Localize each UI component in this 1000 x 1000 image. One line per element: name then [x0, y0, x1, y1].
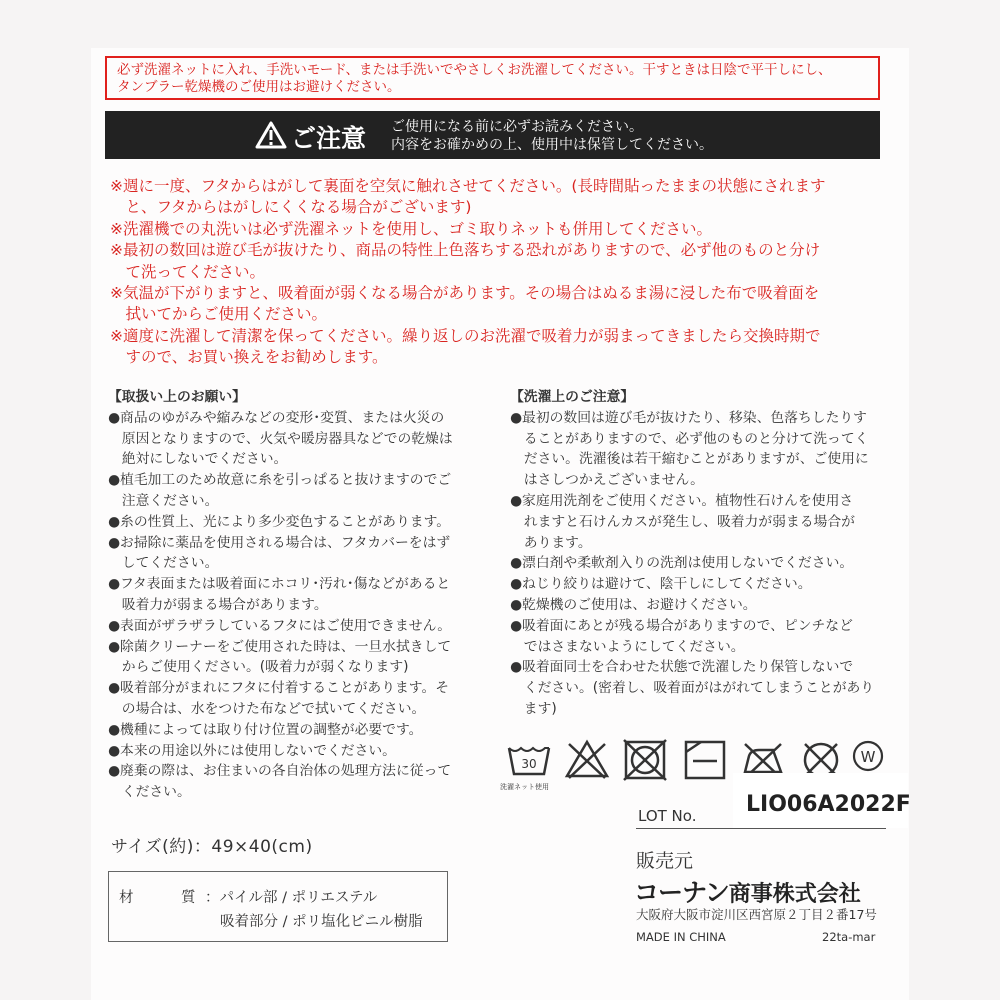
wash-temp-label: 30	[521, 757, 537, 771]
handling-line: ●商品のゆがみや縮みなどの変形･変質、または火災の	[108, 409, 445, 426]
handling-line: ●機種によっては取り付け位置の調整が必要です。	[108, 721, 423, 738]
handling-line: ●本来の用途以外には使用しないでください。	[108, 742, 396, 759]
brand-logo: コーナン	[634, 878, 729, 907]
material-part-2: 吸着部分 / ポリ塩化ビニル樹脂	[220, 914, 423, 930]
warning-triangle-icon	[255, 121, 287, 149]
note-line: 拭いてからご使用ください。	[110, 305, 328, 324]
washing-line: あります。	[510, 534, 592, 551]
handling-line: ●吸着部分がまれにフタに付着することがあります。そ	[108, 680, 450, 697]
note-line: て洗ってください。	[110, 262, 266, 281]
washing-line: ●吸着面にあとが残る場合がありますので、ピンチなど	[510, 617, 853, 634]
handling-line: ●除菌クリーナーをご使用された時は、一旦水拭きして	[108, 638, 452, 655]
size-text: サイズ(約)：49×40(cm)	[111, 837, 313, 857]
handling-section	[108, 387, 478, 803]
washing-line: ●ねじり絞りは避けて、陰干しにしてください。	[510, 576, 812, 593]
caution-title: ご注意	[291, 124, 367, 153]
lot-label: LOT No.	[638, 807, 697, 825]
washing-line: ●吸着面同士を合わせた状態で洗濯したり保管しないで	[510, 659, 854, 676]
lot-underline	[636, 828, 886, 829]
note-line: ※洗濯機での丸洗いは必ず洗濯ネットを使用し、ゴミ取りネットも併用してください。	[110, 219, 712, 238]
product-code: 22ta-mar	[822, 930, 876, 944]
seller-label: 販売元	[636, 850, 694, 872]
top-warning-box	[105, 56, 880, 100]
note-line: ※最初の数回は遊び毛が抜けたり、商品の特性上色落ちする恐れがありますので、必ず他のものと分け	[110, 241, 821, 260]
handling-line: 原因となりますので、火気や暖房器具などでの乾燥は	[108, 430, 453, 447]
caution-banner	[105, 111, 880, 159]
washing-line: ●漂白剤や柔軟剤入りの洗剤は使用しないでください。	[510, 555, 854, 572]
washing-line: れますと石けんカスが発生し、吸着力が弱まる場合が	[510, 513, 855, 530]
caution-sub-line-2: 内容をお確かめの上、使用中は保管してください。	[391, 137, 713, 153]
handling-line: からご使用ください。(吸着力が弱くなります)	[108, 659, 409, 676]
top-warning-line-2: タンブラー乾燥機のご使用はお避けください。	[117, 79, 401, 95]
material-label-1: 材	[119, 890, 134, 906]
no-tumble-dry-icon	[621, 738, 669, 782]
hand-wash-30-icon	[505, 738, 553, 782]
caution-notes	[110, 176, 880, 369]
note-line: ※適度に洗濯して清潔を保ってください。繰り返しのお洗濯で吸着力が弱まってきましたら交換時期で	[110, 326, 821, 345]
washing-line: ます)	[510, 700, 557, 717]
company-suffix: 商事株式会社	[728, 882, 861, 907]
wet-clean-label: W	[860, 748, 876, 766]
handling-line: ●フタ表面または吸着面にホコリ･汚れ･傷などがあると	[108, 576, 451, 593]
lot-number: LIO06A2022F	[746, 792, 911, 817]
caution-sub-line-1: ご使用になる前に必ずお読みください。	[391, 119, 643, 135]
washing-line: ●最初の数回は遊び毛が抜けたり、移染、色落ちしたりす	[510, 409, 867, 426]
handling-line: 絶対にしないでください。	[108, 451, 288, 468]
washing-line: ではさまないようにしてください。	[510, 638, 745, 655]
made-in-label: MADE IN CHINA	[636, 930, 726, 944]
company-address: 大阪府大阪市淀川区西宮原２丁目２番17号	[636, 907, 877, 922]
note-line: と、フタからはがしにくくなる場合がございます)	[110, 198, 472, 217]
handling-heading: 【取扱い上のお願い】	[108, 389, 246, 405]
material-part-1: ：パイル部 / ポリエステル	[205, 890, 378, 906]
net-use-label: 洗濯ネット使用	[500, 783, 549, 791]
no-bleach-icon	[563, 738, 611, 782]
handling-line: 吸着力が弱まる場合があります。	[108, 596, 328, 613]
washing-line: ●乾燥機のご使用は、お避けください。	[510, 596, 757, 613]
washing-line: ●家庭用洗剤をご使用ください。植物性石けんを使用さ	[510, 492, 854, 509]
handling-line: してください。	[108, 555, 219, 572]
caution-subtitle	[391, 118, 713, 154]
top-warning-line-1: 必ず洗濯ネットに入れ、手洗いモード、または手洗いでやさしくお洗濯してください。干すときは日陰で平干しにし、	[117, 62, 832, 78]
handling-line: 注意ください。	[108, 492, 219, 509]
handling-line: ●廃棄の際は、お住まいの各自治体の処理方法に従って	[108, 763, 452, 780]
flat-dry-shade-icon	[681, 738, 729, 782]
washing-line: ることがありますので、必ず他のものと分けて洗ってく	[510, 430, 869, 447]
company-name	[634, 873, 861, 909]
handling-line: ●お掃除に薬品を使用される場合は、フタカバーをはず	[108, 534, 451, 551]
washing-line: ださい。洗濯後は若干縮むことがありますが、ご使用に	[510, 451, 869, 468]
handling-line: ●植毛加工のため故意に糸を引っぱると抜けますのでご	[108, 472, 452, 489]
washing-section	[510, 387, 885, 720]
handling-line: の場合は、水をつけた布などで拭いてください。	[108, 700, 426, 717]
material-label-2: 質	[181, 890, 196, 906]
note-line: ※週に一度、フタからはがして裏面を空気に触れさせてください。(長時間貼ったままの状態にされます	[110, 177, 826, 195]
handling-line: ●表面がザラザラしているフタにはご使用できません。	[108, 617, 452, 634]
washing-line: ください。(密着し、吸着面がはがれてしまうことがあり	[510, 680, 875, 697]
washing-line: はさしつかえございません。	[510, 472, 704, 489]
material-box	[108, 871, 448, 942]
handling-line: ●糸の性質上、光により多少変色することがあります。	[108, 513, 451, 530]
washing-heading: 【洗濯上のご注意】	[510, 389, 635, 405]
note-line: すので、お買い換えをお勧めします。	[110, 348, 388, 367]
handling-line: ください。	[108, 784, 191, 801]
note-line: ※気温が下がりますと、吸着面が弱くなる場合があります。その場合はぬるま湯に浸した布で吸着面を	[110, 284, 820, 303]
